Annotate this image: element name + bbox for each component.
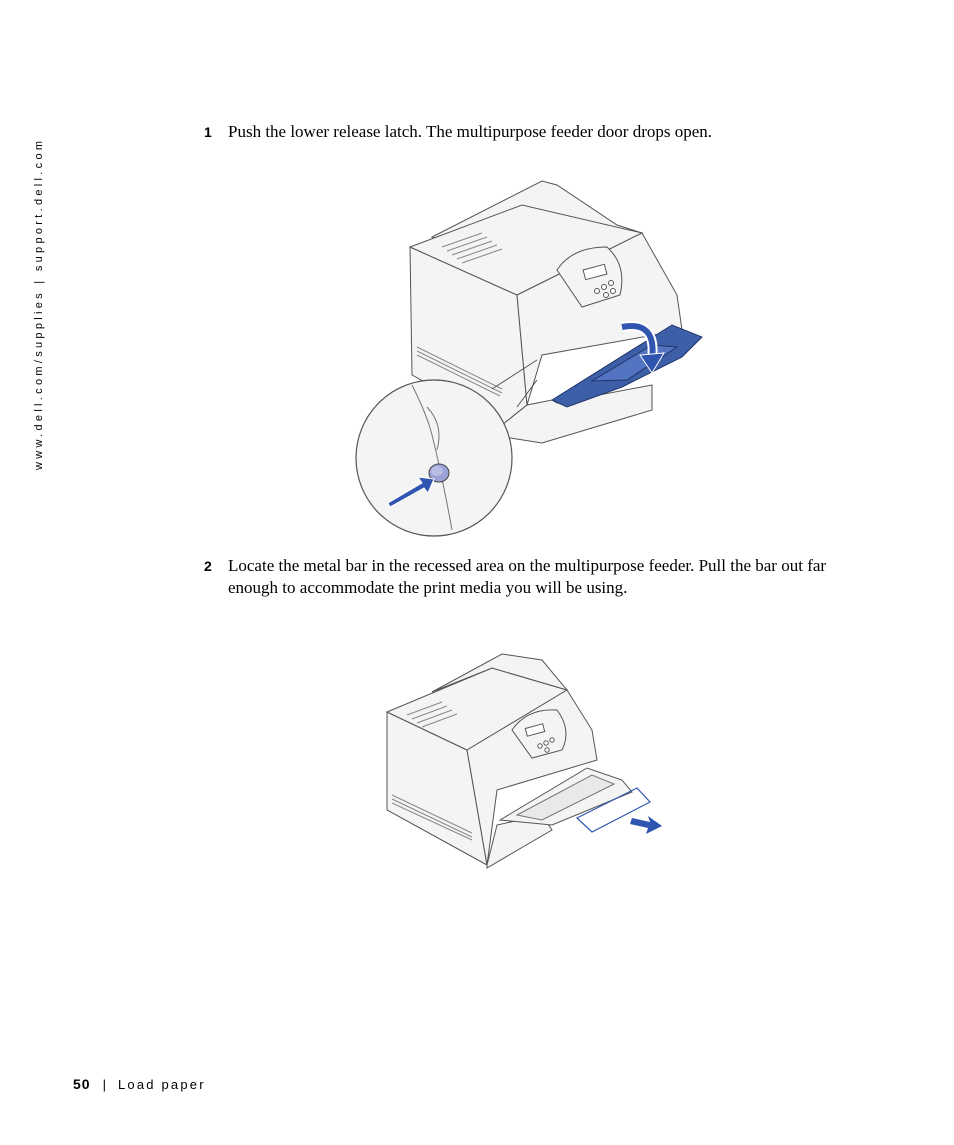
pull-arrow-icon (630, 816, 662, 834)
step-text: Push the lower release latch. The multipurpose feeder door drops open. (228, 122, 713, 141)
page-number: 50 (73, 1076, 91, 1092)
printer-metal-bar-illustration (382, 650, 668, 872)
step-number: 2 (204, 558, 212, 574)
page-footer (73, 1076, 206, 1092)
sidebar-url: www.dell.com/supplies | support.dell.com (33, 137, 45, 470)
footer-separator: | (102, 1077, 106, 1092)
printer-door-open-illustration (352, 175, 712, 543)
step-2 (204, 555, 864, 599)
latch-detail-circle (356, 380, 512, 536)
section-title: Load paper (117, 1077, 206, 1092)
step-number: 1 (204, 124, 212, 140)
step-text: Locate the metal bar in the recessed area on the multipurpose feeder. Pull the bar out far enough to accommodate the print media you will be using. (228, 556, 827, 597)
step-1 (204, 121, 864, 143)
